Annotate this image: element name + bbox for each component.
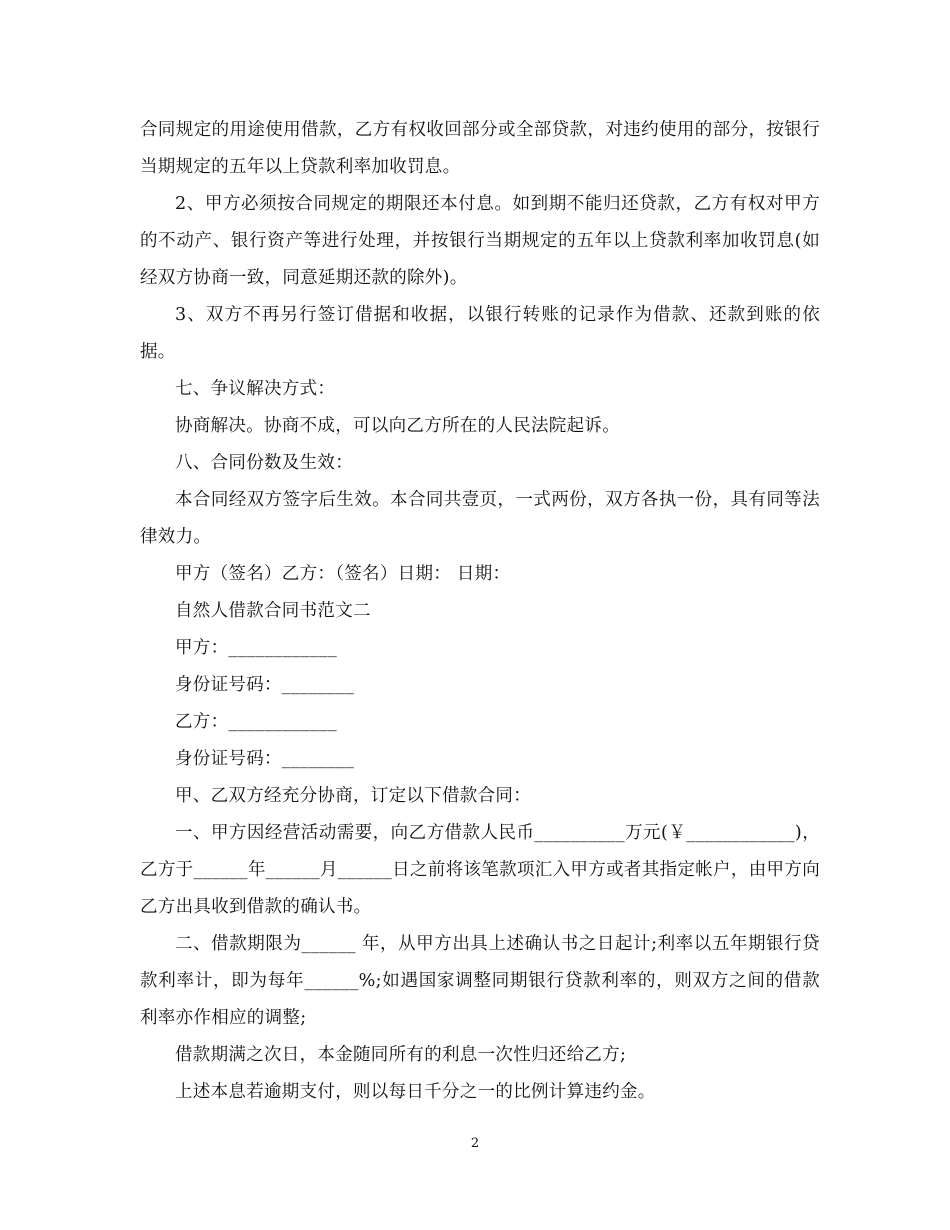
id-number-field: 身份证号码：________ [175,749,355,769]
paragraph: 上述本息若逾期支付，则以每日千分之一的比例计算违约金。 [175,1082,656,1102]
section-heading: 七、争议解决方式： [175,379,336,399]
paragraph: 3、双方不再另行签订借据和收据，以银行转账的记录作为借款、还款到账的依据。 [140,305,820,362]
party-b-field: 乙方：____________ [175,712,337,732]
paragraph: 甲、乙双方经充分协商，订定以下借款合同： [175,786,531,806]
paragraph: 本合同经双方签字后生效。本合同共壹页，一式两份，双方各执一份，具有同等法律效力。 [140,490,820,547]
paragraph: 借款期满之次日，本金随同所有的利息一次性归还给乙方; [175,1045,627,1065]
document-subtitle: 自然人借款合同书范文二 [175,601,371,621]
paragraph: 协商解决。协商不成，可以向乙方所在的人民法院起诉。 [175,416,620,436]
id-number-field: 身份证号码：________ [175,675,355,695]
section-heading: 八、合同份数及生效： [175,453,353,473]
paragraph: 合同规定的用途使用借款，乙方有权收回部分或全部贷款，对违约使用的部分，按银行当期规定的五年以上贷款利率加收罚息。 [140,120,820,177]
page-number: 2 [470,1136,480,1151]
body-text [140,112,820,1111]
clause-one: 一、甲方因经营活动需要，向乙方借款人民币__________万元(￥____________)，乙方于______年______月______日之前将该笔款项汇入甲方或者其指定帐户，由甲方向乙方出具收到借款的确认书。 [140,823,820,917]
paragraph: 2、甲方必须按合同规定的期限还本付息。如到期不能归还贷款，乙方有权对甲方的不动产、银行资产等进行处理，并按银行当期规定的五年以上贷款利率加收罚息(如经双方协商一致，同意延期还款的除外)。 [140,194,820,288]
clause-two: 二、借款期限为______ 年，从甲方出具上述确认书之日起计;利率以五年期银行贷款利率计，即为每年______%;如遇国家调整同期银行贷款利率的，则双方之间的借款利率亦作相应的调整; [140,934,820,1028]
signature-line: 甲方（签名）乙方：（签名）日期： 日期： [175,564,511,584]
party-a-field: 甲方：____________ [175,638,337,658]
